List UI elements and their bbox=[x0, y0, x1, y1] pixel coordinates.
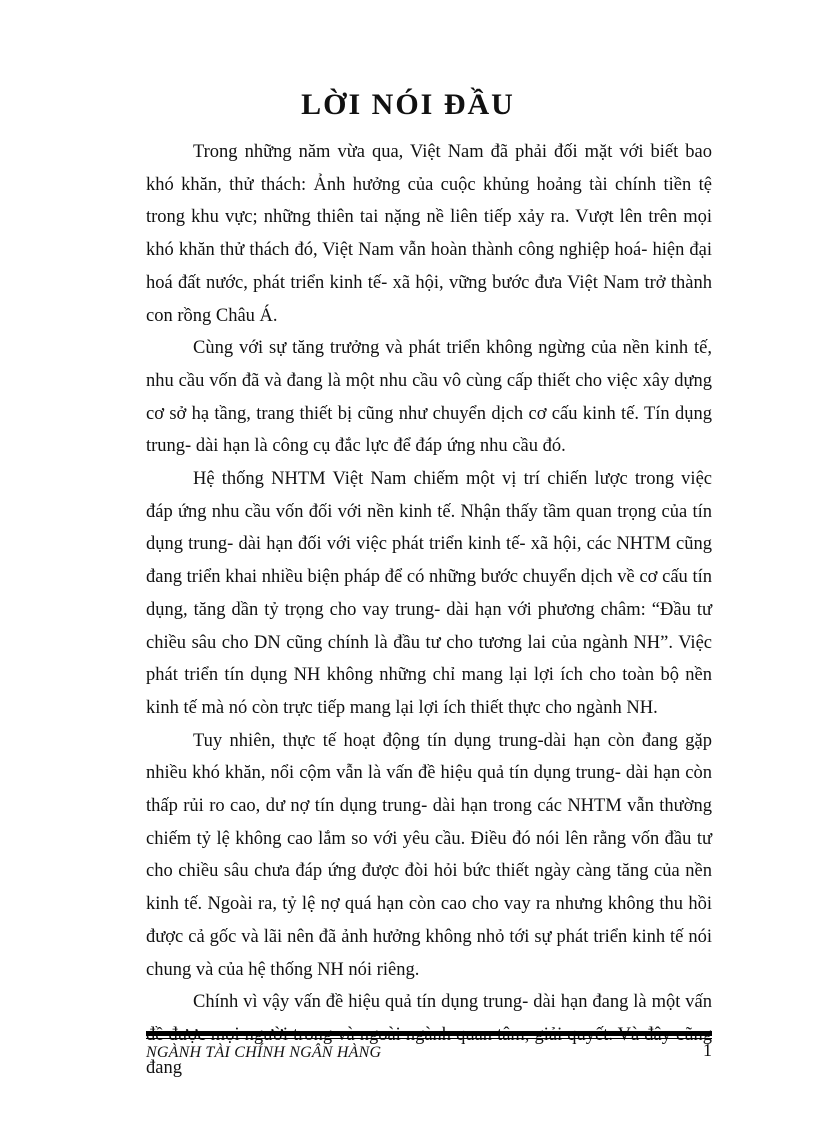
page-title: LỜI NÓI ĐẦU bbox=[301, 88, 515, 121]
paragraph-3: Hệ thống NHTM Việt Nam chiếm một vị trí chiến lược trong việc đáp ứng nhu cầu vốn đối với nền kinh tế. Nhận thấy tầm quan trọng của tín dụng trung- dài hạn đối với việc phát triển kinh tế- xã hội, các NHTM cũng đang triển khai nhiều biện pháp để có những bước chuyển dịch về cơ cấu tín dụng, tăng dần tỷ trọng cho vay trung- dài hạn với phương châm: “Đầu tư chiều sâu cho DN cũng chính là đầu tư cho tương lai của ngành NH”. Việc phát triển tín dụng NH không những chỉ mang lại lợi ích cho toàn bộ nền kinh tế mà nó còn trực tiếp mang lại lợi ích thiết thực cho ngành NH. bbox=[146, 469, 712, 718]
paragraph-5: Chính vì vậy vấn đề hiệu quả tín dụng trung- dài hạn đang là một vấn đang bbox=[146, 992, 712, 1078]
footer-label: NGÀNH TÀI CHÍNH NGÂN HÀNG bbox=[146, 1044, 382, 1061]
paragraph-1: Trong những năm vừa qua, Việt Nam đã phải đối mặt với biết bao khó khăn, thử thách: Ảnh hưởng của cuộc khủng hoảng tài chính tiền tệ trong khu vực; những thiên tai nặng nề liên tiếp xảy ra. Vượt lên trên mọi khó khăn thử thách đó, Việt Nam vẫn hoàn thành công nghiệp hoá- hiện đại hoá đất nước, phát triển kinh tế- xã hội, vững bước đưa Việt Nam trở thành con rồng Châu Á. bbox=[146, 142, 712, 326]
body-text bbox=[146, 136, 712, 1084]
paragraph-4: Tuy nhiên, thực tế hoạt động tín dụng trung-dài hạn còn đang gặp nhiều khó khăn, nổi cộm vẫn là vấn đề hiệu quả tín dụng trung- dài hạn còn thấp rủi ro cao, dư nợ tín dụng trung- dài hạn trong các NHTM vẫn thường chiếm tỷ lệ không cao lắm so với yêu cầu. Điều đó nói lên rằng vốn đầu tư cho chiều sâu chưa đáp ứng được đòi hỏi bức thiết ngày càng tăng của nền kinh tế. Ngoài ra, tỷ lệ nợ quá hạn còn cao cho vay ra nhưng không thu hồi được cả gốc và lãi nên đã ảnh hưởng không nhỏ tới sự phát triển kinh tế nói chung và của hệ thống NH nói riêng. bbox=[146, 730, 712, 980]
paragraph-2: Cùng với sự tăng trưởng và phát triển không ngừng của nền kinh tế, nhu cầu vốn đã và đang là một nhu cầu vô cùng cấp thiết cho việc xây dựng cơ sở hạ tầng, trang thiết bị cũng như chuyển dịch cơ cấu kinh tế. Tín dụng trung- dài hạn là công cụ đắc lực để đáp ứng nhu cầu đó. bbox=[146, 338, 712, 457]
footer-rule-thin bbox=[146, 1038, 712, 1039]
page-number: 1 bbox=[703, 1040, 712, 1060]
footer-rule-thick bbox=[146, 1031, 712, 1036]
